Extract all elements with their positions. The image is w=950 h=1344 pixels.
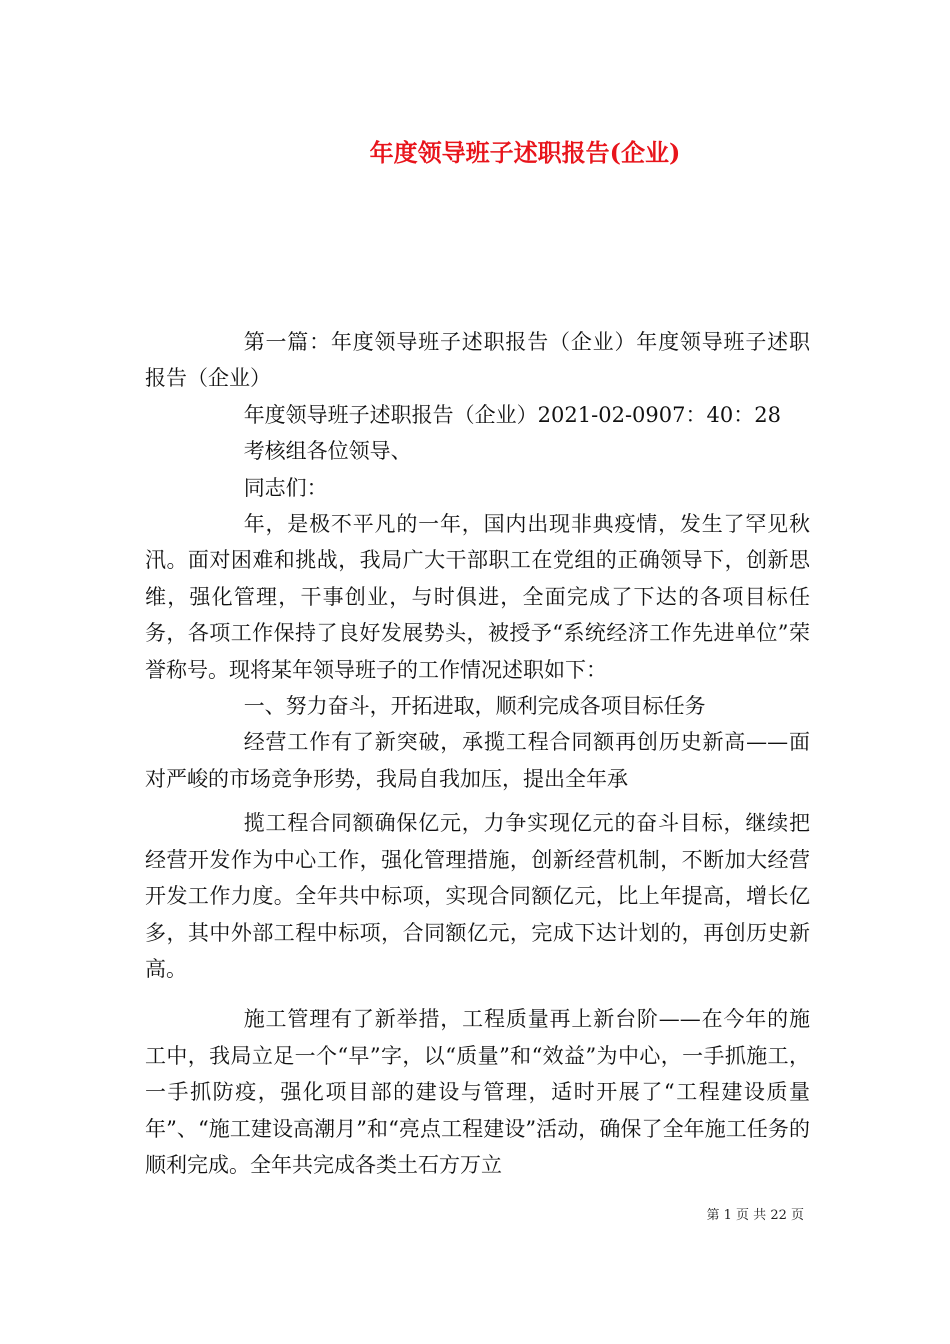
page-number-footer: 第 1 页 共 22 页 xyxy=(706,1208,804,1223)
paragraph-heading: 第一篇：年度领导班子述职报告（企业）年度领导班子述职报告（企业） xyxy=(145,330,810,391)
paragraph-construction: 施工管理有了新举措，工程质量再上新台阶——在今年的施工中，我局立足一个“早”字，以“质量”和“效益”为中心，一手抓施工，一手抓防疫，强化项目部的建设与管理，适时开展了“工程建设质量年”、“施工建设高潮月”和“亮点工程建设”活动，确保了全年施工任务的顺利完成。全年共完成各类土石方万立 xyxy=(145,1007,810,1177)
paragraph-intro: 年，是极不平凡的一年，国内出现非典疫情，发生了罕见秋汛。面对困难和挑战，我局广大干部职工在党组的正确领导下，创新思维，强化管理，干事创业，与时俱进，全面完成了下达的各项目标任务，各项工作保持了良好发展势头，被授予“系统经济工作先进单位”荣誉称号。现将某年领导班子的工作情况述职如下： xyxy=(145,512,810,682)
paragraph-salutation-2: 同志们： xyxy=(243,475,328,500)
document-title: 年度领导班子述职报告(企业) xyxy=(369,138,681,167)
paragraph-date: 年度领导班子述职报告（企业）2021-02-0907：40：28 xyxy=(243,402,781,427)
document-body xyxy=(145,324,810,1183)
section-heading-1: 一、努力奋斗，开拓进取，顺利完成各项目标任务 xyxy=(243,694,706,719)
paragraph-salutation-1: 考核组各位领导、 xyxy=(243,439,412,464)
paragraph-business: 经营工作有了新突破，承揽工程合同额再创历史新高——面对严峻的市场竞争形势，我局自我加压，提出全年承 xyxy=(145,730,810,791)
paragraph-business-cont: 揽工程合同额确保亿元，力争实现亿元的奋斗目标，继续把经营开发作为中心工作，强化管理措施，创新经营机制，不断加大经营开发工作力度。全年共中标项，实现合同额亿元，比上年提高，增长亿多，其中外部工程中标项，合同额亿元，完成下达计划的，再创历史新高。 xyxy=(145,811,810,981)
